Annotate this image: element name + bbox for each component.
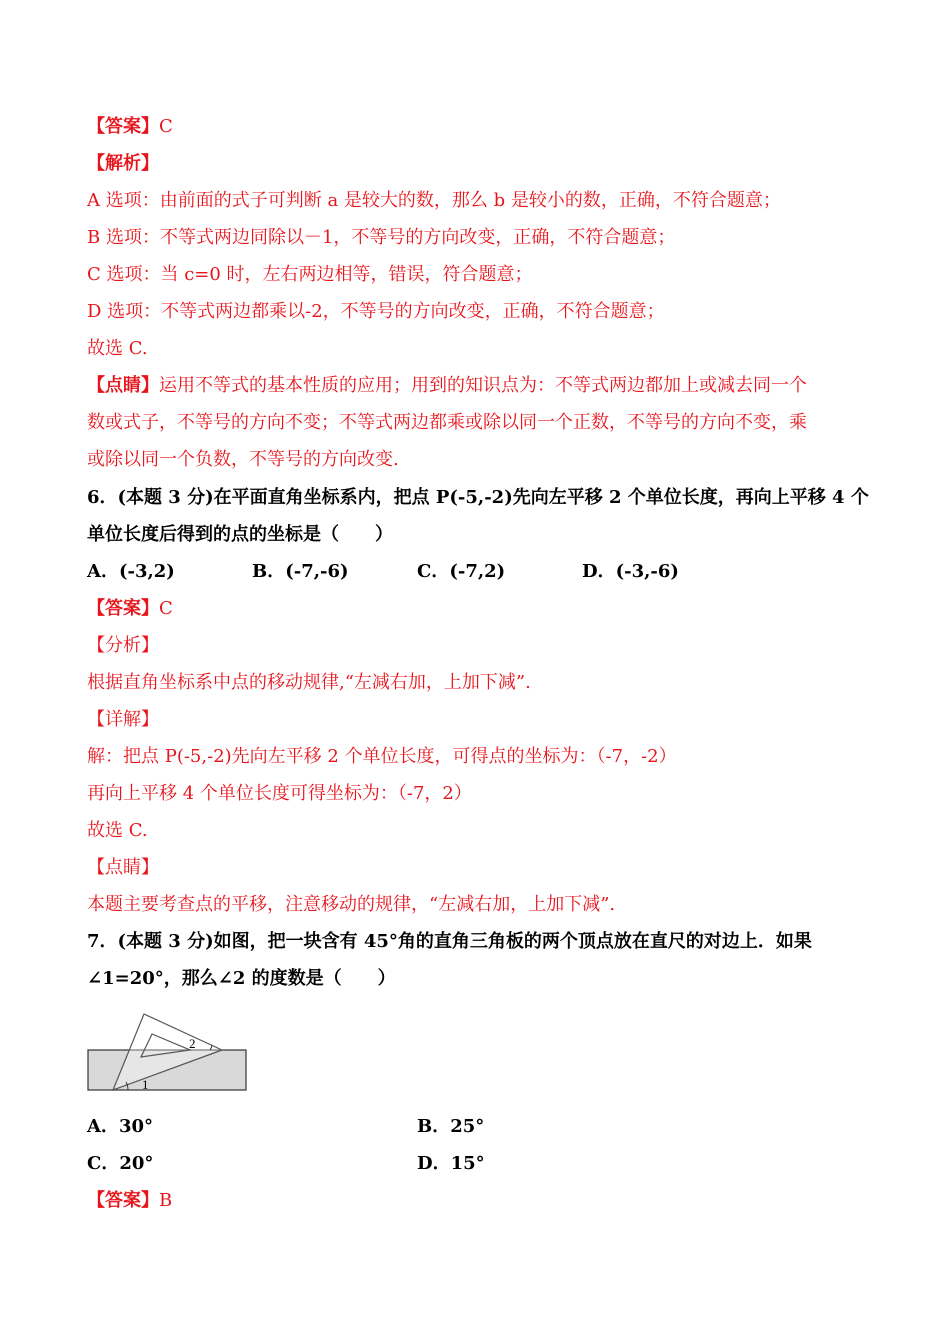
comment-line: 本题主要考查点的平移，注意移动的规律，“左减右加，上加下减”. — [87, 894, 616, 915]
analysis-line: B 选项：不等式两边同除以－1，不等号的方向改变，正确，不符合题意； — [87, 227, 676, 248]
option-c: C．20° — [87, 1153, 154, 1174]
comment-line — [87, 374, 807, 398]
comment-line: 或除以同一个负数，不等号的方向改变. — [87, 449, 399, 470]
analysis-line: A 选项：由前面的式子可判断 a 是较大的数，那么 b 是较小的数，正确，不符合题意； — [87, 190, 781, 211]
detail-line: 故选 C. — [87, 820, 148, 841]
detail-tag: 【详解】 — [87, 709, 159, 730]
answer-tag: 【答案】 — [87, 598, 159, 619]
answer-value: B — [159, 1190, 173, 1211]
ruler-triangle-figure — [86, 1012, 250, 1094]
comment-tag: 【点睛】 — [87, 857, 159, 878]
analysis-tag: 【解析】 — [87, 153, 159, 174]
angle-2-label: 2 — [189, 1036, 196, 1051]
comment-line: 数或式子，不等号的方向不变；不等式两边都乘或除以同一个正数，不等号的方向不变，乘 — [87, 412, 807, 433]
option-c: C．(-7,2) — [417, 561, 506, 582]
answer-tag: 【答案】 — [87, 116, 159, 137]
analysis-line: 根据直角坐标系中点的移动规律,“左减右加，上加下减”. — [87, 672, 531, 693]
analysis-line: D 选项：不等式两边都乘以-2，不等号的方向改变，正确，不符合题意； — [87, 301, 665, 322]
question-stem: 单位长度后得到的点的坐标是（ ） — [87, 524, 393, 545]
answer-line — [87, 597, 173, 621]
answer-line — [87, 1189, 172, 1213]
option-a: A．30° — [87, 1116, 154, 1137]
option-b: B．25° — [417, 1116, 485, 1137]
answer-tag: 【答案】 — [87, 1190, 159, 1211]
question-stem: 6．(本题 3 分)在平面直角坐标系内，把点 P(-5,-2)先向左平移 2 个单位长度，再向上平移 4 个 — [87, 487, 869, 508]
answer-value: C — [159, 116, 173, 137]
question-stem: 7．(本题 3 分)如图，把一块含有 45°角的直角三角板的两个顶点放在直尺的对边上．如果 — [87, 931, 812, 952]
detail-line: 解：把点 P(-5,-2)先向左平移 2 个单位长度，可得点的坐标为：（-7，-2） — [87, 746, 677, 767]
analysis-line: C 选项：当 c=0 时，左右两边相等，错误，符合题意； — [87, 264, 533, 285]
question-stem: ∠1=20°，那么∠2 的度数是（ ） — [87, 968, 396, 989]
analysis-tag: 【分析】 — [87, 635, 159, 656]
analysis-line: 故选 C. — [87, 338, 148, 359]
option-a: A．(-3,2) — [87, 561, 175, 582]
answer-line — [87, 115, 173, 139]
detail-line: 再向上平移 4 个单位长度可得坐标为：（-7，2） — [87, 783, 472, 804]
angle-1-label: 1 — [142, 1077, 149, 1092]
option-d: D．(-3,-6) — [582, 561, 679, 582]
comment-text: 运用不等式的基本性质的应用；用到的知识点为：不等式两边都加上或减去同一个 — [159, 375, 807, 396]
option-b: B．(-7,-6) — [252, 561, 349, 582]
answer-value: C — [159, 598, 173, 619]
comment-tag: 【点睛】 — [87, 375, 159, 396]
option-d: D．15° — [417, 1153, 485, 1174]
